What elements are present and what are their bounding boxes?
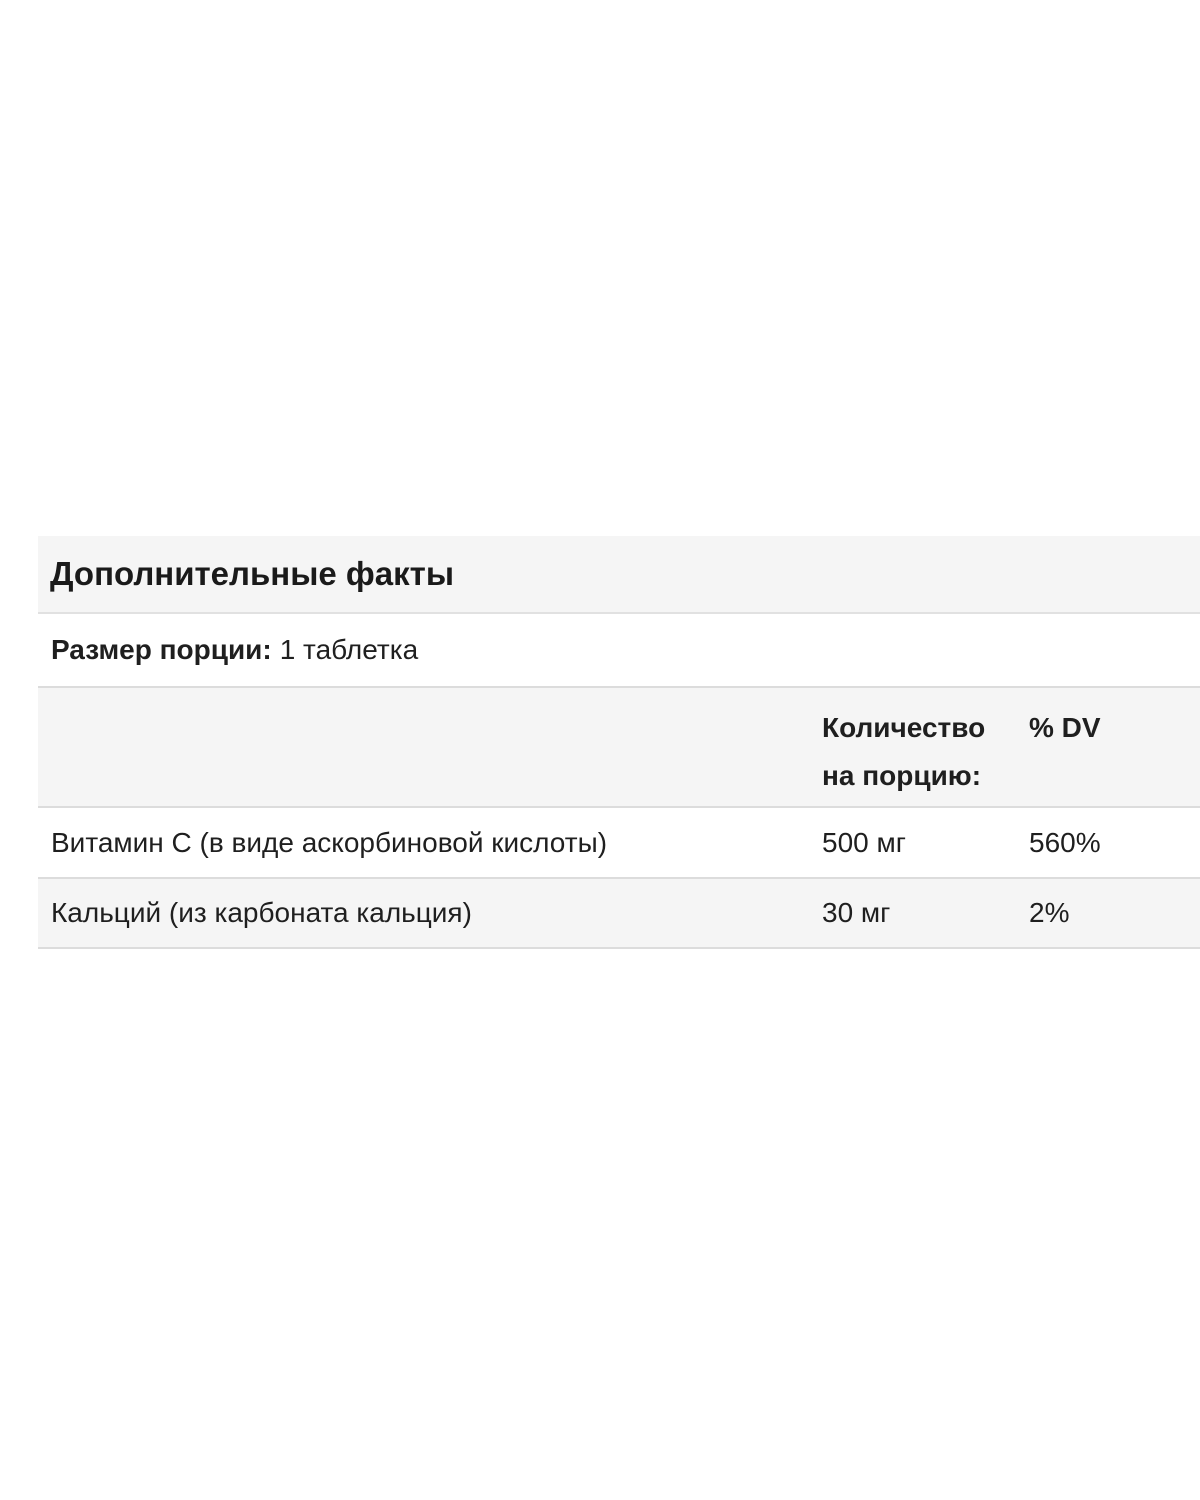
serving-size-row — [38, 614, 1200, 688]
header-dv: % DV — [1029, 712, 1101, 743]
nutrient-amount: 30 мг — [822, 897, 891, 928]
table-header-row — [38, 688, 1200, 808]
nutrient-dv: 2% — [1029, 897, 1070, 928]
header-amount — [822, 704, 1029, 800]
nutrient-name: Кальций (из карбоната кальция) — [51, 897, 472, 928]
header-amount-label: Количество на порцию: — [822, 712, 986, 791]
supplement-facts-table — [38, 536, 1200, 949]
facts-title: Дополнительные факты — [38, 536, 1200, 614]
table-row — [38, 808, 1200, 879]
nutrient-name: Витамин C (в виде аскорбиновой кислоты) — [51, 826, 608, 858]
nutrient-amount: 500 мг — [822, 826, 906, 858]
serving-size-label: Размер порции: — [51, 634, 272, 665]
serving-size-value: 1 таблетка — [279, 634, 419, 665]
nutrient-dv: 560% — [1029, 826, 1101, 858]
table-row — [38, 879, 1200, 949]
